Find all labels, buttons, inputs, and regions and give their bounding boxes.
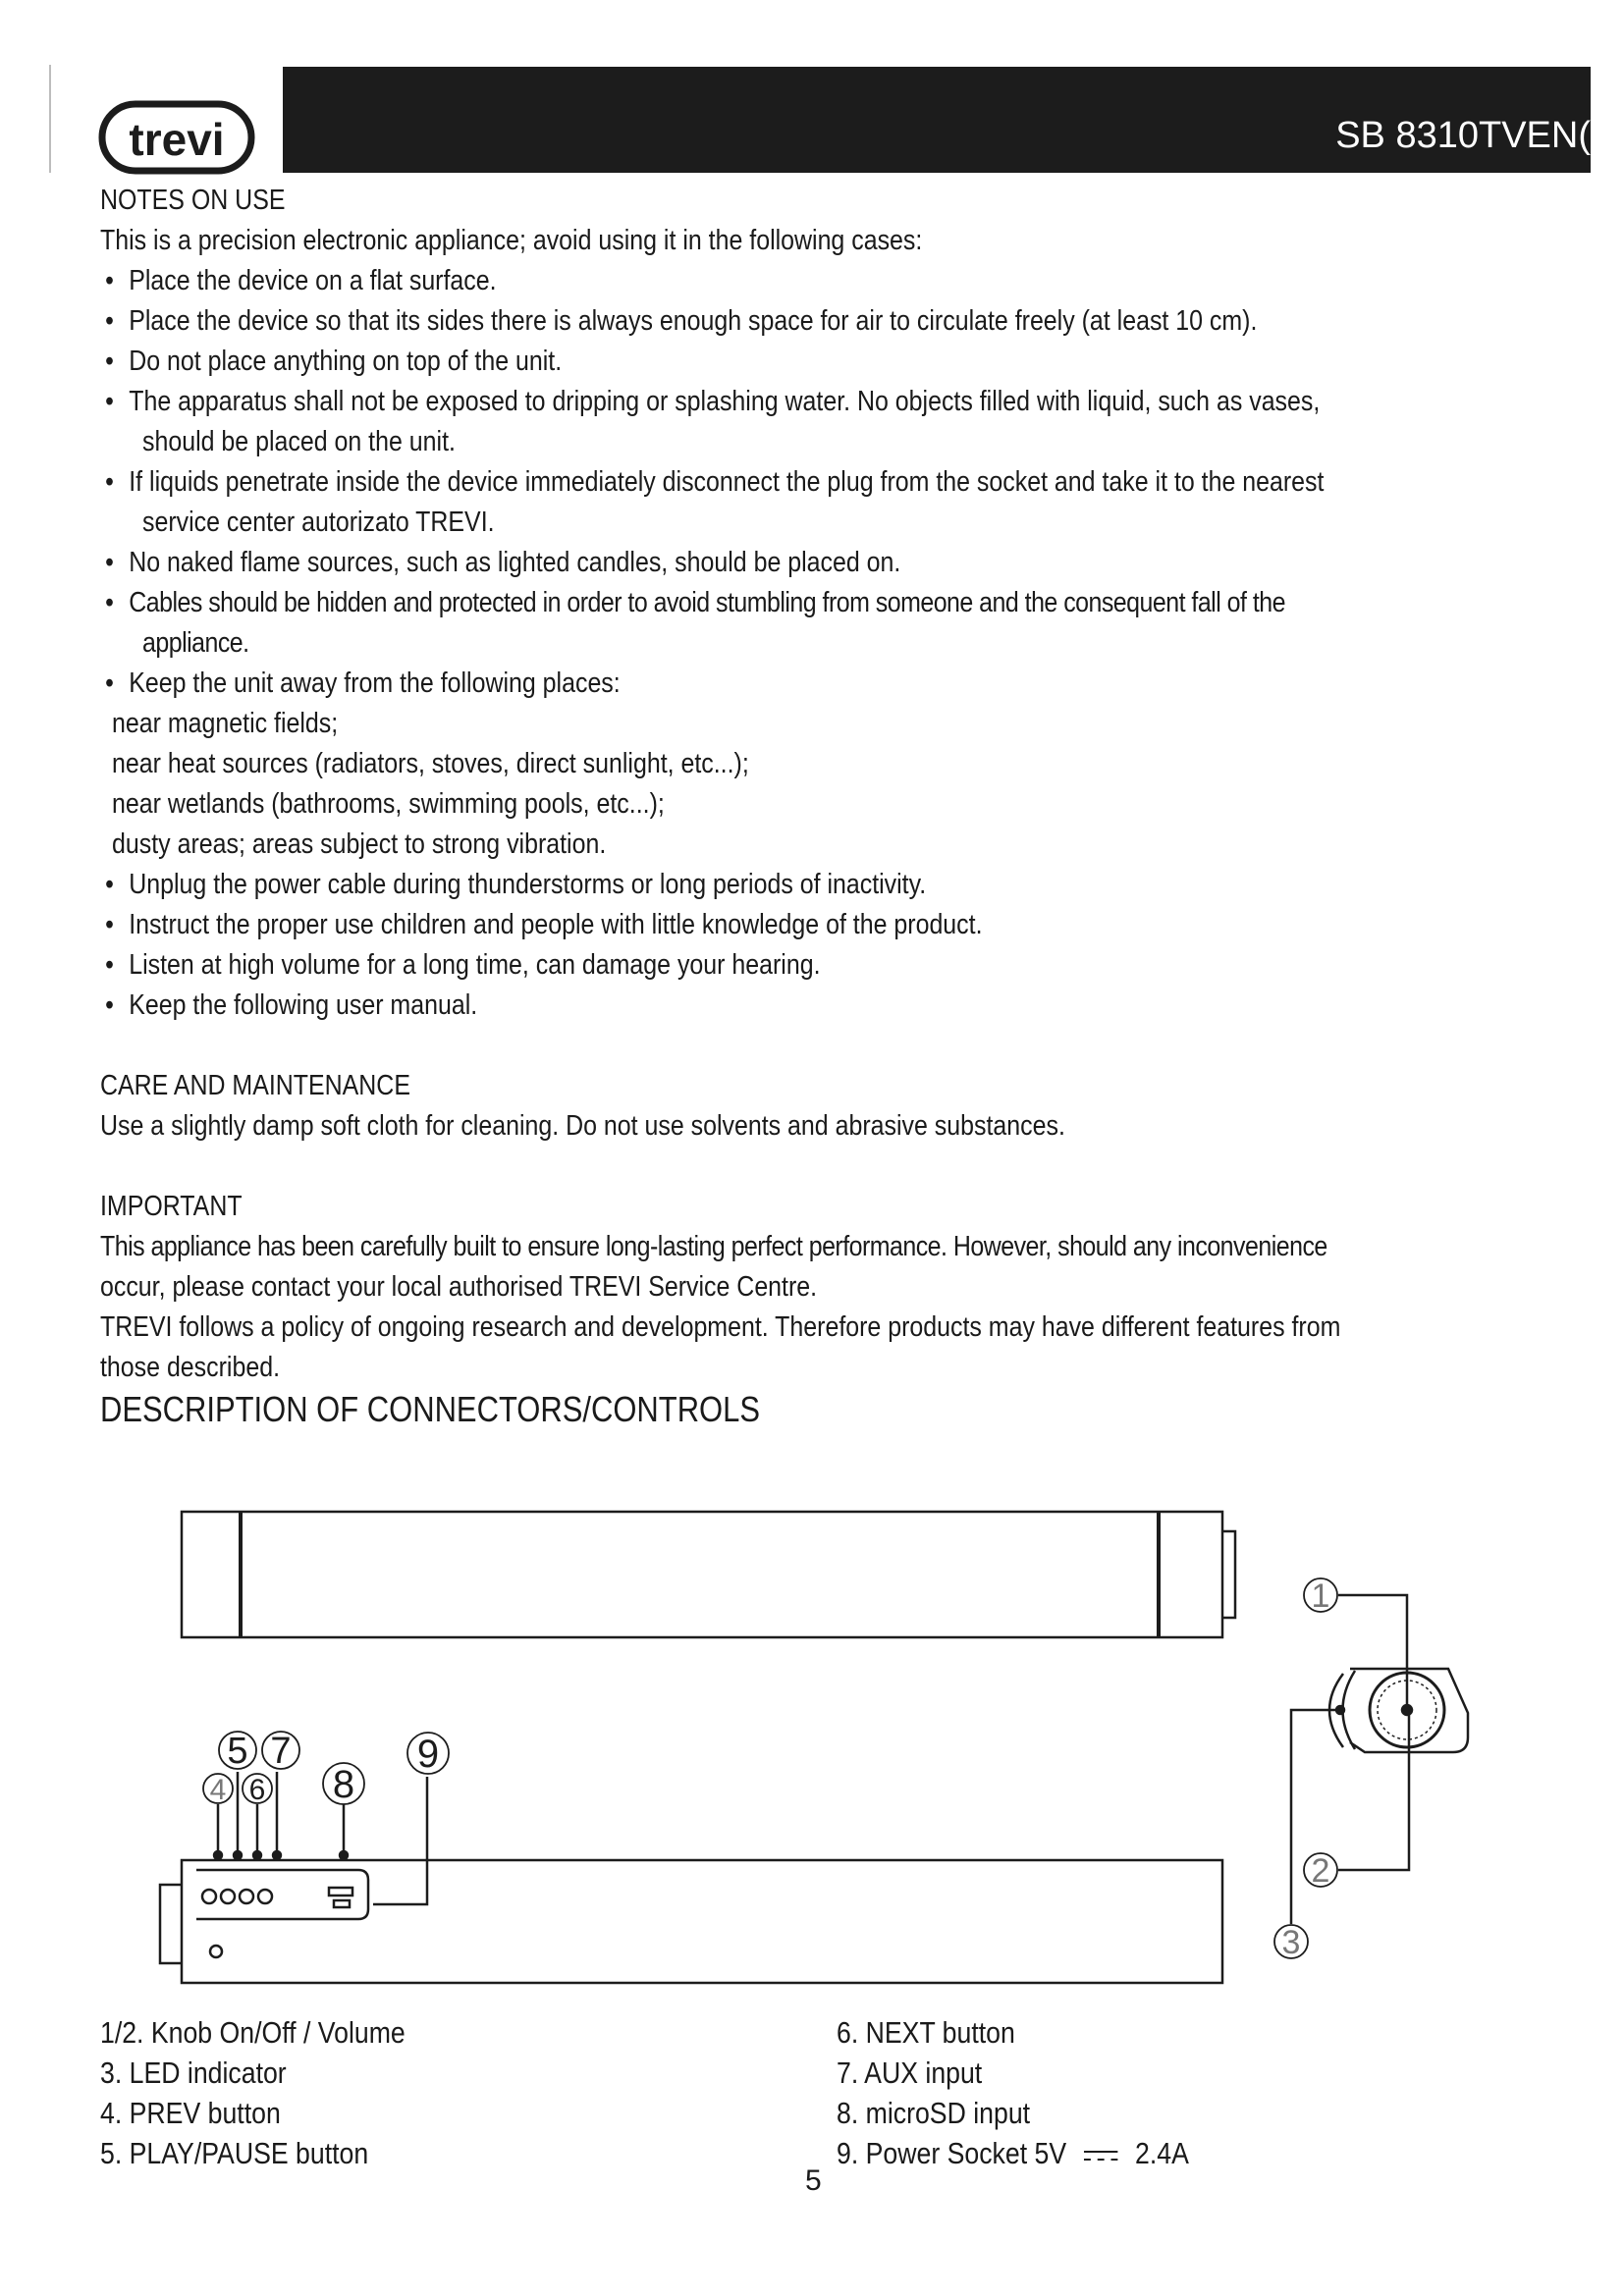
callout-number: 6 [248, 1774, 266, 1806]
model-number: SB 8310TVEN( [1335, 115, 1591, 156]
notes-title: NOTES ON USE [100, 185, 286, 216]
rear-callouts [203, 1731, 449, 1904]
trevi-logo [98, 98, 255, 177]
list-item: • Keep the following user manual. [100, 986, 1536, 1026]
binder-line [49, 65, 51, 173]
callout-number: 7 [270, 1731, 292, 1772]
notes-list-continued [100, 865, 1536, 1026]
legend-item: 3. LED indicator [100, 2056, 287, 2090]
list-item: • Keep the unit away from the following places: [100, 664, 1536, 704]
callout-number: 2 [1311, 1852, 1330, 1890]
connectors-diagram [147, 1492, 1512, 2002]
list-item-line: If liquids penetrate inside the device immediately disconnect the plug from the socket and take it to the nearest [129, 466, 1325, 498]
important-text-line: TREVI follows a policy of ongoing research and development. Therefore products may have different features from [100, 1311, 1341, 1343]
list-item: • Do not place anything on top of the unit. [100, 342, 1536, 382]
place-item: near heat sources (radiators, stoves, direct sunlight, etc...); [112, 748, 749, 779]
legend-item-power [837, 2133, 1189, 2173]
legend-item: 1/2. Knob On/Off / Volume [100, 2015, 406, 2050]
dc-symbol-icon [1082, 2148, 1119, 2163]
aux-input-shape [258, 1890, 272, 1903]
soundbar-rear-view [160, 1860, 1222, 1983]
prev-button-shape [202, 1890, 216, 1903]
list-item-line: The apparatus shall not be exposed to dripping or splashing water. No objects filled with liquid, such as vases, [129, 386, 1321, 417]
list-item [100, 382, 1536, 462]
power-socket-shape [334, 1900, 350, 1907]
list-item: • Unplug the power cable during thunderstorms or long periods of inactivity. [100, 865, 1536, 905]
legend-item: 6. NEXT button [837, 2015, 1015, 2050]
callout-number: 4 [209, 1774, 227, 1806]
important-title: IMPORTANT [100, 1191, 243, 1222]
microsd-slot-shape [329, 1888, 352, 1896]
page-number: 5 [805, 2164, 822, 2197]
callout-number: 3 [1281, 1924, 1301, 1961]
care-text: Use a slightly damp soft cloth for cleaning. Do not use solvents and abrasive substances. [100, 1110, 1065, 1142]
legend-item: 5. PLAY/PAUSE button [100, 2136, 369, 2170]
soundbar-side-view [1329, 1669, 1468, 1752]
header-bar [283, 67, 1591, 173]
callout-number: 5 [227, 1731, 248, 1772]
important-text-line: occur, please contact your local authorised TREVI Service Centre. [100, 1271, 818, 1303]
play-pause-button-shape [221, 1890, 235, 1903]
legend-item: 4. PREV button [100, 2096, 281, 2130]
place-item: near magnetic fields; [112, 708, 339, 739]
legend-item: 8. microSD input [837, 2096, 1031, 2130]
place-item: dusty areas; areas subject to strong vibration. [112, 828, 607, 860]
legend-right-column [837, 2012, 1189, 2173]
list-item-continuation: should be placed on the unit. [142, 426, 456, 457]
list-item: • Place the device so that its sides there is always enough space for air to circulate freely (at least 10 cm). [100, 301, 1536, 342]
soundbar-top-view [182, 1512, 1235, 1637]
callout-number: 8 [332, 1763, 355, 1806]
description-title: DESCRIPTION OF CONNECTORS/CONTROLS [100, 1389, 761, 1429]
main-content [100, 181, 1536, 1431]
callout-number: 1 [1311, 1577, 1330, 1615]
important-text-line: those described. [100, 1352, 281, 1383]
place-item: near wetlands (bathrooms, swimming pools, etc...); [112, 788, 665, 820]
list-item-line: Cables should be hidden and protected in order to avoid stumbling from someone and the consequent fall of the [129, 587, 1285, 618]
callout-number: 9 [416, 1733, 440, 1776]
list-item [100, 462, 1536, 543]
list-item-continuation: service center autorizato TREVI. [142, 507, 495, 538]
list-item-continuation: appliance. [142, 627, 249, 659]
list-item: • Listen at high volume for a long time, can damage your hearing. [100, 945, 1536, 986]
side-callouts [1274, 1577, 1409, 1961]
list-item: • Place the device on a flat surface. [100, 261, 1536, 301]
list-item: • Instruct the proper use children and people with little knowledge of the product. [100, 905, 1536, 945]
next-button-shape [240, 1890, 253, 1903]
important-text-line: This appliance has been carefully built to ensure long-lasting perfect performance. However, should any inconvenience [100, 1231, 1327, 1262]
legend-left-column [100, 2012, 406, 2173]
logo-text: trevi [129, 114, 225, 165]
notes-intro: This is a precision electronic appliance; avoid using it in the following cases: [100, 225, 923, 256]
legend-rating: 2.4A [1135, 2136, 1189, 2170]
list-item [100, 583, 1536, 664]
list-item: • No naked flame sources, such as lighted candles, should be placed on. [100, 543, 1536, 583]
care-title: CARE AND MAINTENANCE [100, 1070, 410, 1101]
legend-item: 9. Power Socket 5V [837, 2136, 1067, 2170]
legend-item: 7. AUX input [837, 2056, 983, 2090]
notes-list [100, 261, 1536, 704]
